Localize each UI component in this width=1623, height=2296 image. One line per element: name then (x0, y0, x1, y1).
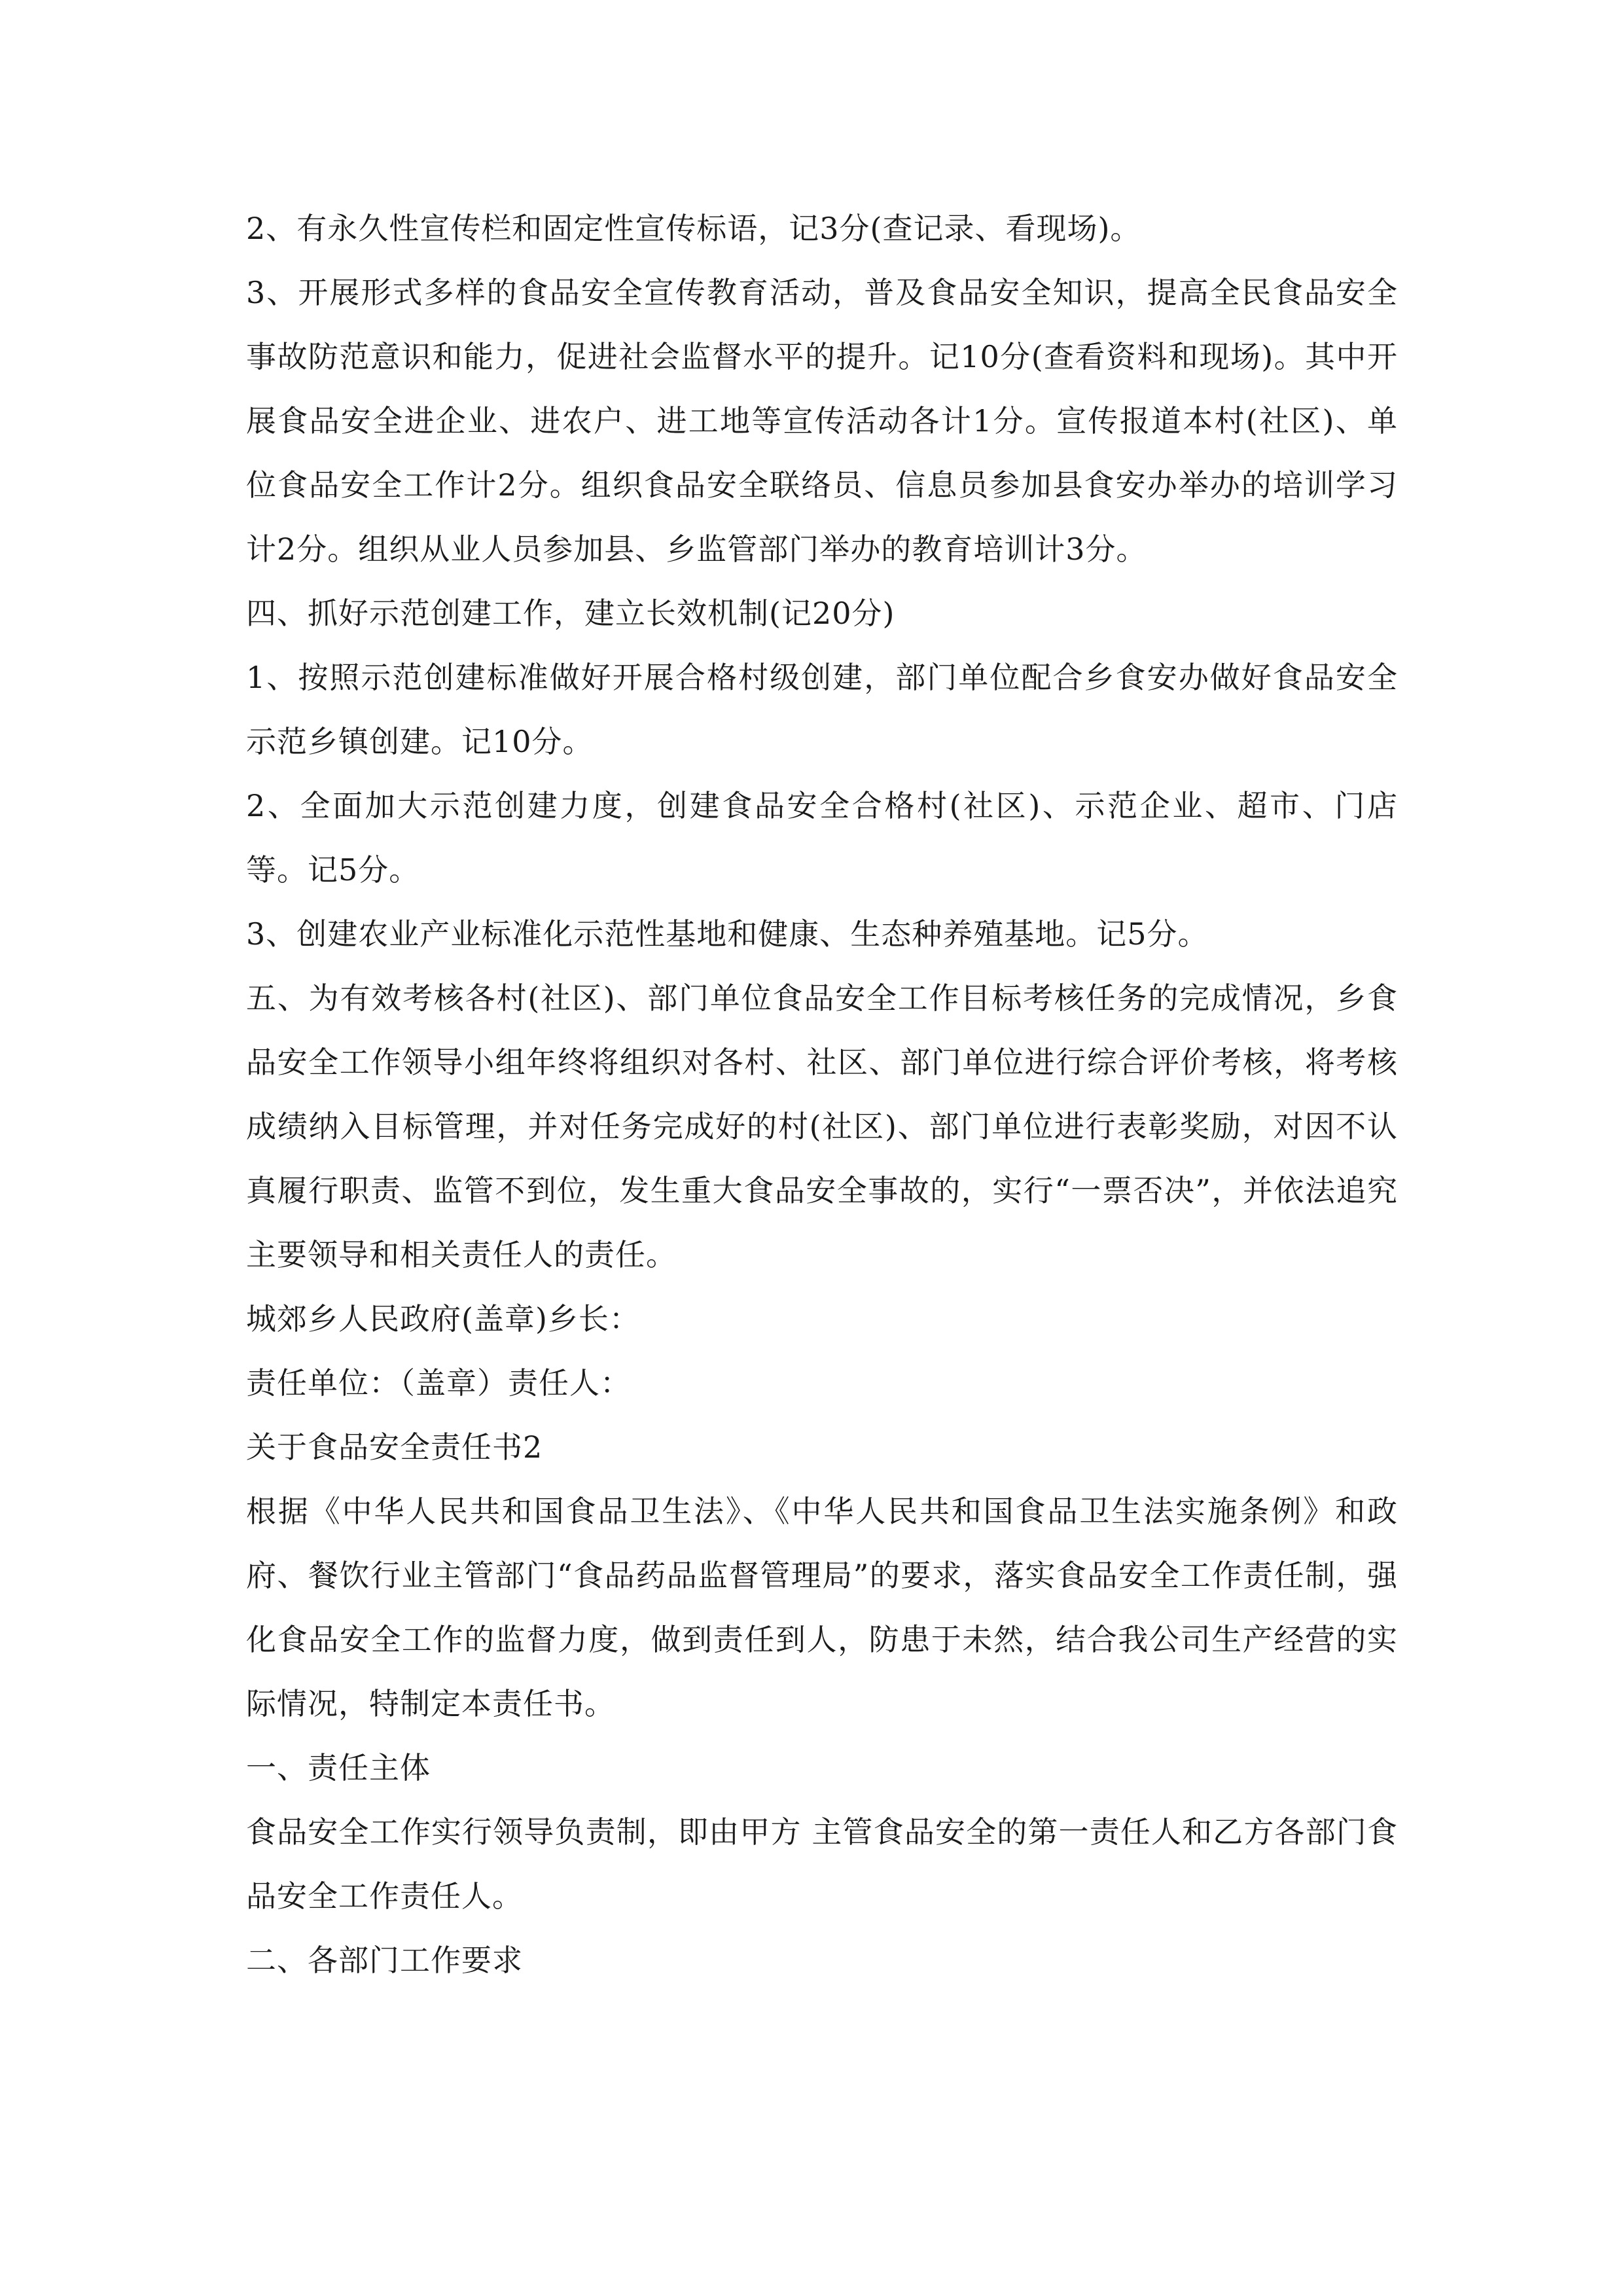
section-heading-department-requirements: 二、各部门工作要求 (246, 1943, 523, 1978)
paragraph-leadership-responsibility: 食品安全工作实行领导负责制，即由甲方 主管食品安全的第一责任人和乙方各部门食品安全工作责任人。 (246, 1814, 1398, 1914)
section-heading-demonstration: 四、抓好示范创建工作，建立长效机制(记20分) (246, 596, 895, 631)
paragraph-demonstration-efforts: 2、全面加大示范创建力度，创建食品安全合格村(社区)、示范企业、超市、门店等。记5分。 (246, 788, 1398, 888)
signature-unit: 责任单位：（盖章）责任人： (246, 1365, 631, 1401)
document-title-2: 关于食品安全责任书2 (246, 1429, 543, 1465)
section-assessment: 五、为有效考核各村(社区)、部门单位食品安全工作目标考核任务的完成情况，乡食品安全工作领导小组年终将组织对各村、社区、部门单位进行综合评价考核，将考核成绩纳入目标管理，并对任务完成好的村(社区)、部门单位进行表彰奖励，对因不认真履行职责、监管不到位，发生重大食品安全事故的，实行“一票否决”，并依法追究主要领导和相关责任人的责任。 (246, 980, 1398, 1272)
paragraph-promotion-board: 2、有永久性宣传栏和固定性宣传标语，记3分(查记录、看现场)。 (246, 211, 1141, 246)
paragraph-agriculture-base: 3、创建农业产业标准化示范性基地和健康、生态种养殖基地。记5分。 (246, 916, 1209, 952)
paragraph-qualified-village: 1、按照示范创建标准做好开展合格村级创建，部门单位配合乡食安办做好食品安全示范乡镇创建。记10分。 (246, 660, 1398, 759)
paragraph-education-activities: 3、开展形式多样的食品安全宣传教育活动，普及食品安全知识，提高全民食品安全事故防范意识和能力，促进社会监督水平的提升。记10分(查看资料和现场)。其中开展食品安全进企业、进农户、进工地等宣传活动各计1分。宣传报道本村(社区)、单位食品安全工作计2分。组织食品安全联络员、信息员参加县食安办举办的培训学习计2分。组织从业人员参加县、乡监管部门举办的教育培训计3分。 (246, 275, 1398, 567)
section-heading-responsibility-subject: 一、责任主体 (246, 1750, 431, 1785)
signature-government: 城郊乡人民政府(盖章)乡长： (246, 1301, 640, 1336)
paragraph-legal-basis: 根据《中华人民共和国食品卫生法》、《中华人民共和国食品卫生法实施条例》和政府、餐饮行业主管部门“食品药品监督管理局”的要求，落实食品安全工作责任制，强化食品安全工作的监督力度，做到责任到人，防患于未然，结合我公司生产经营的实际情况，特制定本责任书。 (246, 1494, 1398, 1721)
document-page (246, 196, 1398, 1992)
